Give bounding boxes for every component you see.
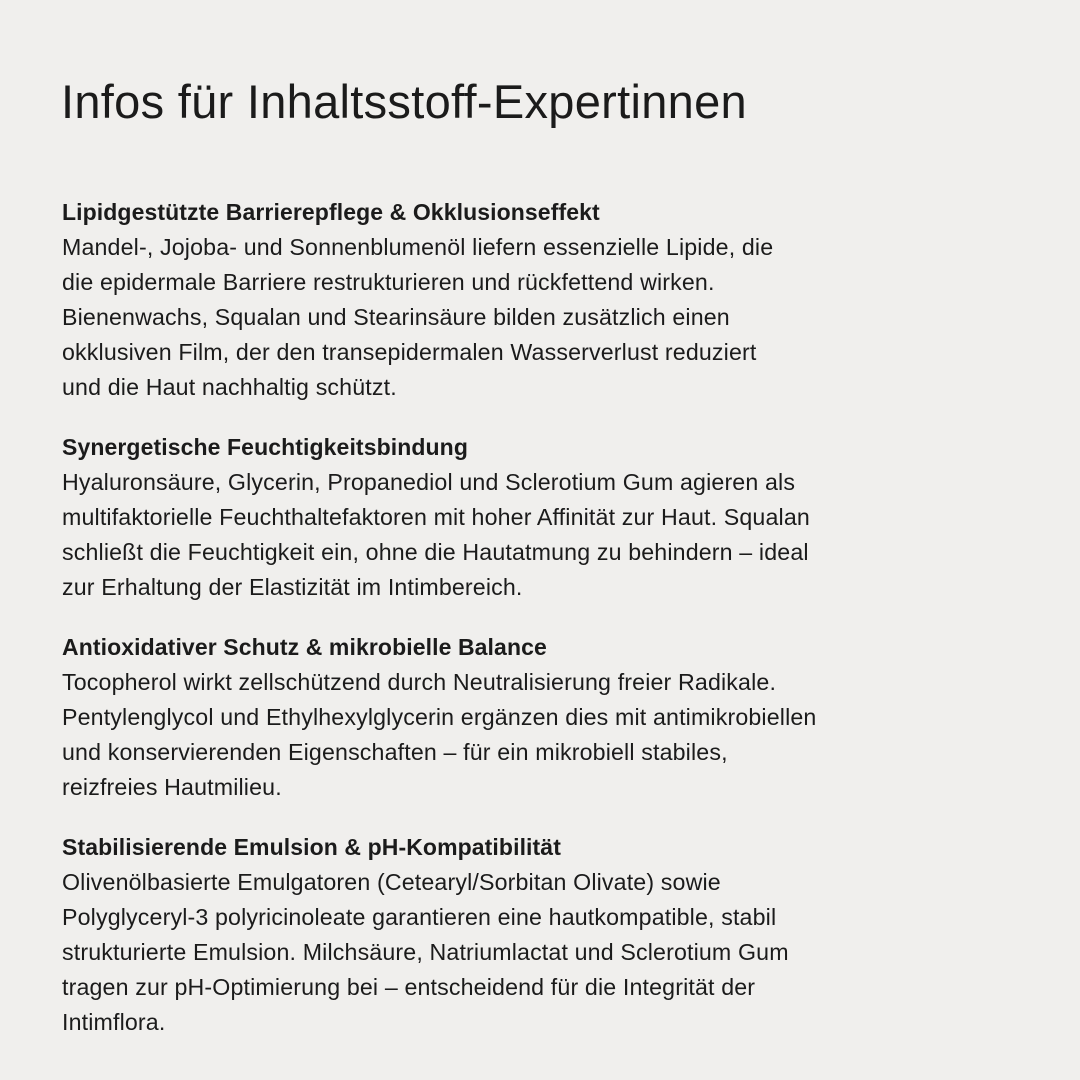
section-heading: Stabilisierende Emulsion & pH-Kompatibilität: [62, 834, 561, 860]
body-line: schließt die Feuchtigkeit ein, ohne die Hautatmung zu behindern – ideal: [62, 539, 809, 565]
body-line: Bienenwachs, Squalan und Stearinsäure bilden zusätzlich einen: [62, 304, 730, 330]
section-moisture: [62, 430, 1052, 605]
body-line: Intimflora.: [62, 1009, 166, 1035]
body-line: multifaktorielle Feuchthaltefaktoren mit hoher Affinität zur Haut. Squalan: [62, 504, 810, 530]
body-line: und die Haut nachhaltig schützt.: [62, 374, 397, 400]
sections: [62, 195, 1052, 1065]
body-line: okklusiven Film, der den transepidermalen Wasserverlust reduziert: [62, 339, 757, 365]
body-line: reizfreies Hautmilieu.: [62, 774, 282, 800]
body-line: Pentylenglycol und Ethylhexylglycerin ergänzen dies mit antimikrobiellen: [62, 704, 817, 730]
body-line: Tocopherol wirkt zellschützend durch Neutralisierung freier Radikale.: [62, 669, 777, 695]
body-line: Polyglyceryl-3 polyricinoleate garantieren eine hautkompatible, stabil: [62, 904, 777, 930]
section-barrier: [62, 195, 1052, 405]
body-line: Hyaluronsäure, Glycerin, Propanediol und Sclerotium Gum agieren als: [62, 469, 796, 495]
page-title: Infos für Inhaltsstoff-Expertinnen: [61, 75, 747, 128]
body-line: zur Erhaltung der Elastizität im Intimbereich.: [62, 574, 523, 600]
body-line: Olivenölbasierte Emulgatoren (Cetearyl/Sorbitan Olivate) sowie: [62, 869, 721, 895]
body-line: tragen zur pH-Optimierung bei – entscheidend für die Integrität der: [62, 974, 756, 1000]
section-heading: Synergetische Feuchtigkeitsbindung: [62, 434, 468, 460]
section-antioxidant: [62, 630, 1052, 805]
section-heading: Lipidgestützte Barrierepflege & Okklusionseffekt: [62, 199, 600, 225]
body-line: und konservierenden Eigenschaften – für ein mikrobiell stabiles,: [62, 739, 728, 765]
section-heading: Antioxidativer Schutz & mikrobielle Balance: [62, 634, 547, 660]
body-line: strukturierte Emulsion. Milchsäure, Natriumlactat und Sclerotium Gum: [62, 939, 789, 965]
section-emulsion: [62, 830, 1052, 1040]
body-line: die epidermale Barriere restrukturieren und rückfettend wirken.: [62, 269, 715, 295]
body-line: Mandel-, Jojoba- und Sonnenblumenöl liefern essenzielle Lipide, die: [62, 234, 774, 260]
